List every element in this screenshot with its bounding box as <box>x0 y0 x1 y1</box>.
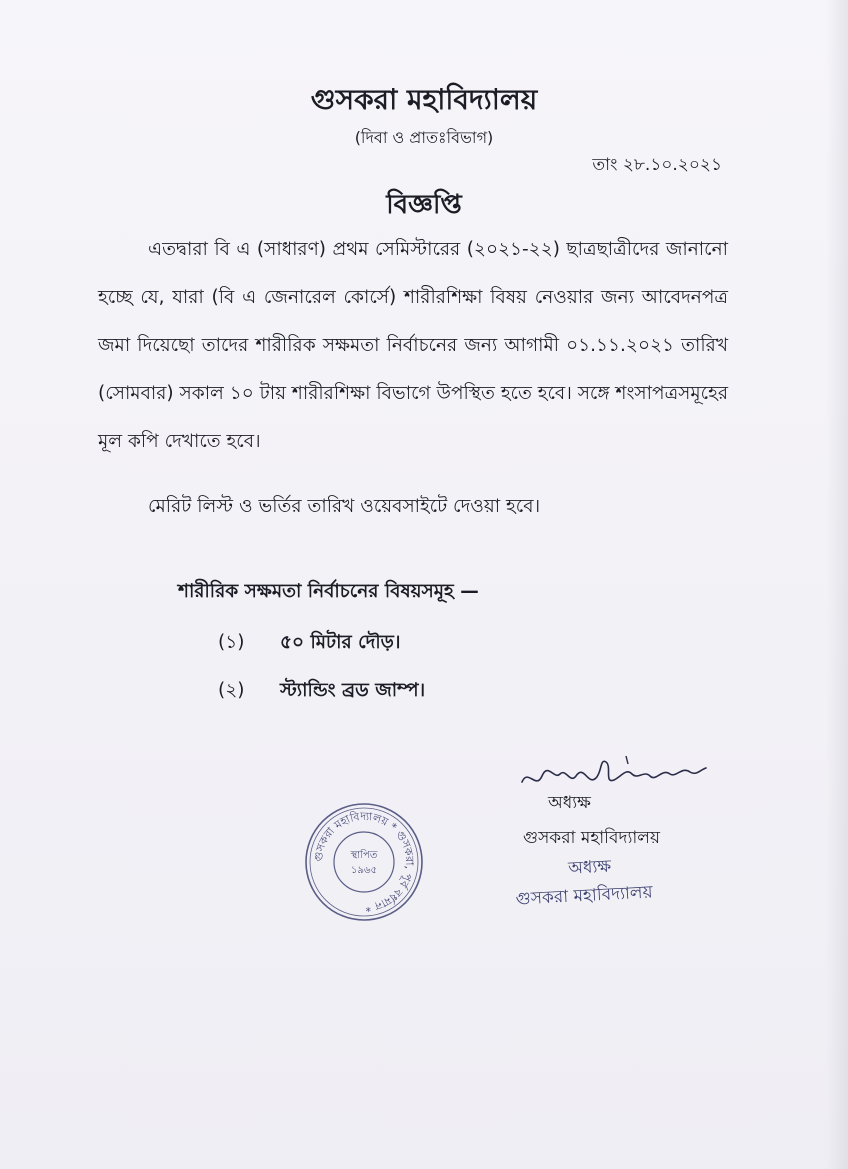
college-name: গুসকরা মহাবিদ্যালয় <box>310 83 538 116</box>
notice-paragraph-2: মেরিট লিস্ট ও ভর্তির তারিখ ওয়েবসাইটে দেওয়া হবে। <box>148 496 541 517</box>
notice-body <box>98 226 728 466</box>
stamp-line-1: অধ্যক্ষ <box>567 856 612 879</box>
college-subtitle: (দিবা ও প্রাতঃবিভাগ) <box>354 128 494 147</box>
criteria-item-text: স্ট্যান্ডিং ব্রড জাম্প। <box>280 680 426 701</box>
college-seal <box>302 800 426 924</box>
criteria-item <box>218 676 425 707</box>
criteria-item-text: ৫০ মিটার দৌড়। <box>280 632 401 653</box>
principal-rubber-stamp <box>514 851 654 914</box>
signature-title: অধ্যক্ষ <box>548 793 591 813</box>
signature-scribble <box>514 750 714 800</box>
notice-date: তাং ২৮.১০.২০২১ <box>592 155 722 175</box>
criteria-item-number: (২) <box>218 680 245 701</box>
signature-institution: গুসকরা মহাবিদ্যালয় <box>523 828 660 848</box>
criteria-item <box>218 628 400 659</box>
seal-center-line-1: স্থাপিত <box>350 850 378 861</box>
notice-heading: বিজ্ঞপ্তি <box>386 190 462 220</box>
svg-text:গুসকরা মহাবিদ্যালয় * গুসকরা, <box>312 810 416 914</box>
seal-ring-text: গুসকরা মহাবিদ্যালয় * গুসকরা, পূর্ব বর্ধমান * <box>311 809 417 915</box>
notice-paragraph-1: এতদ্বারা বি এ (সাধারণ) প্রথম সেমিস্টারের (২০২১-২২) ছাত্রছাত্রীদের জানানো হচ্ছে যে, যারা (বি এ জেনারেল কোর্সে) শারীরশিক্ষা বিষয় নেওয়ার জন্য আবেদনপত্র জমা দিয়েছো তাদের শারীরিক সক্ষমতা নির্বাচনের জন্য আগামী ০১.১১.২০২১ তারিখ (সোমবার) সকাল ১০ টায় শারীরশিক্ষা বিভাগে উপস্থিত হতে হবে। সঙ্গে শংসাপত্রসমূহের মূল কপি দেখাতে হবে। <box>98 239 728 452</box>
stamp-line-2: গুসকরা মহাবিদ্যালয় <box>515 882 654 910</box>
criteria-title: শারীরিক সক্ষমতা নির্বাচনের বিষয়সমূহ — <box>178 581 479 602</box>
criteria-item-number: (১) <box>218 632 245 653</box>
seal-center-line-2: ১৯৬৫ <box>351 865 377 876</box>
page-edge-shadow <box>826 0 848 1169</box>
